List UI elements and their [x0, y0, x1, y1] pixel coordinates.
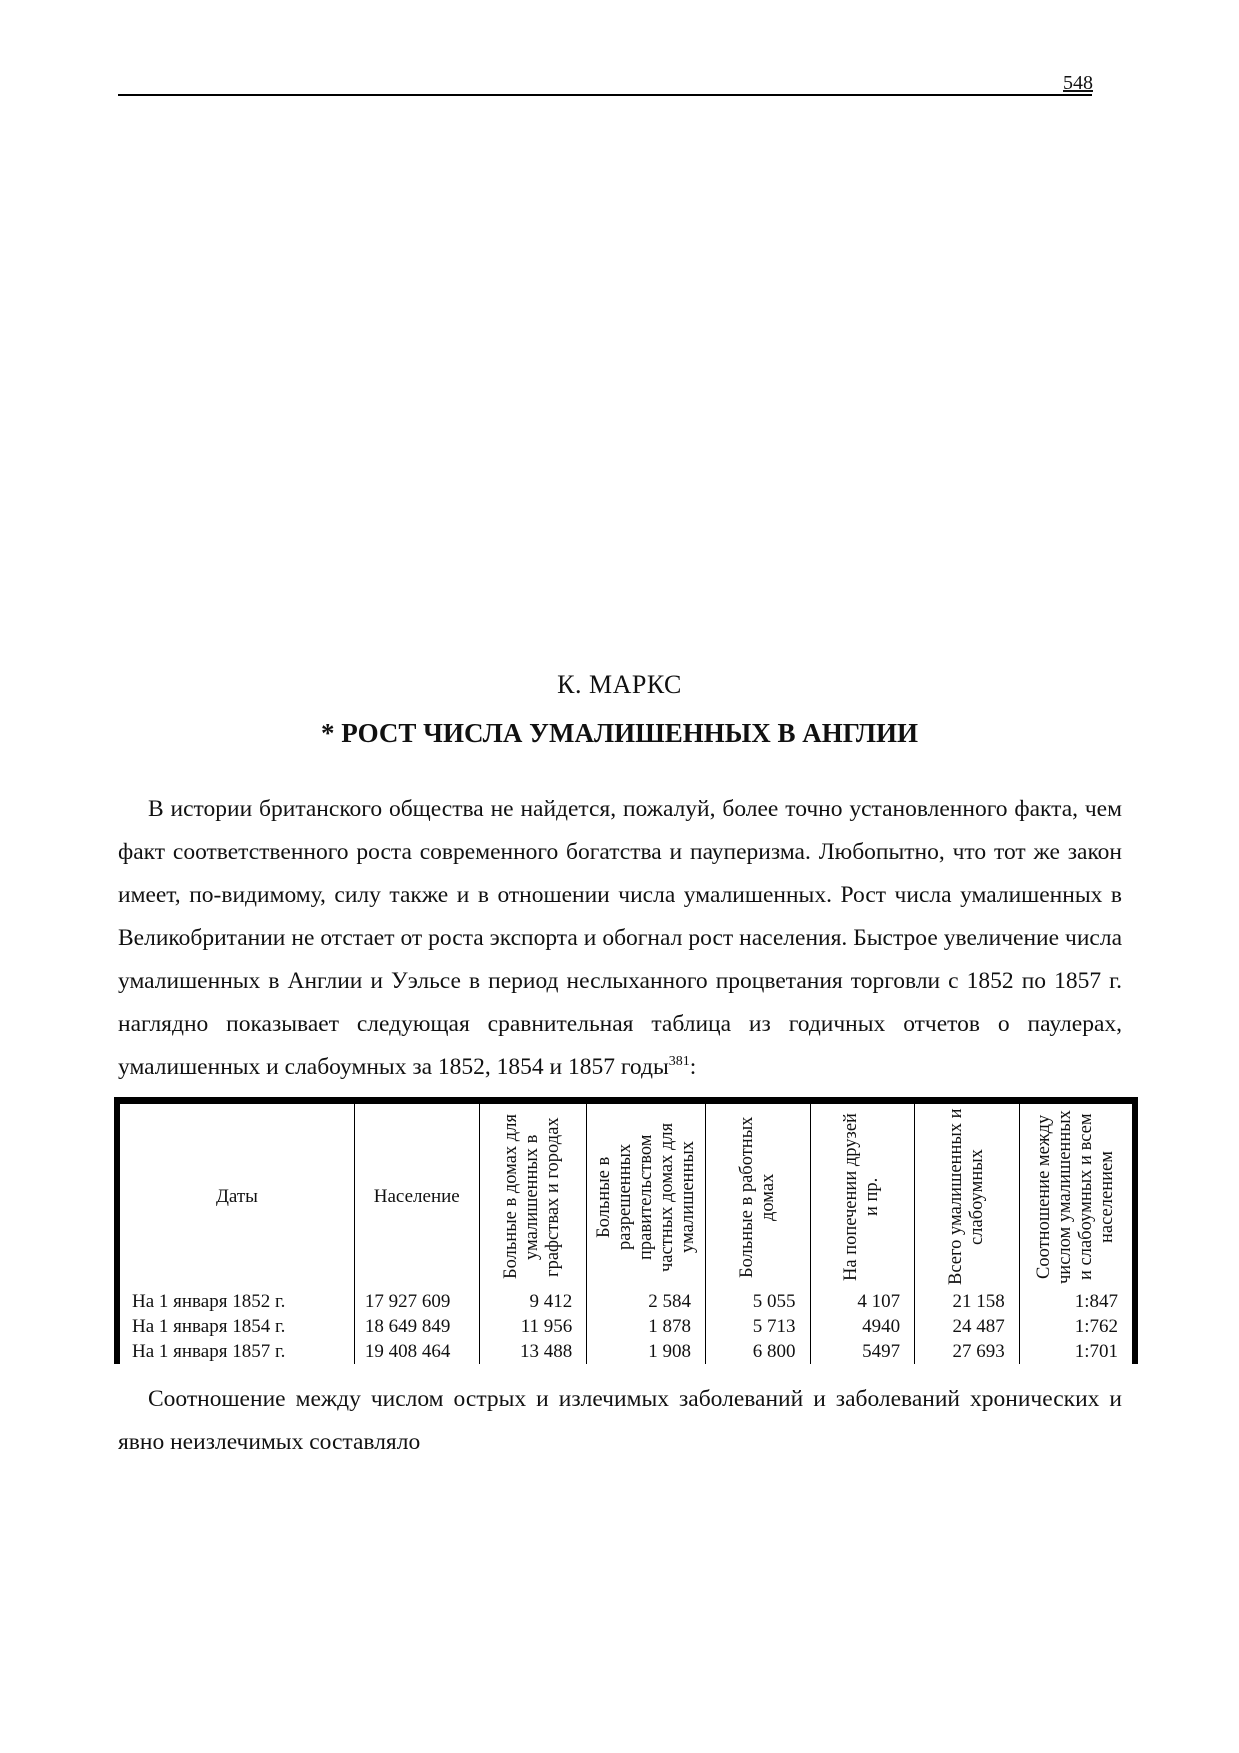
cell-friends-care: 4 107 [810, 1289, 915, 1314]
col-header-dates: Даты [117, 1101, 354, 1290]
cell-workhouses: 5 713 [705, 1314, 810, 1339]
article-title: * РОСТ ЧИСЛА УМАЛИШЕННЫХ В АНГЛИИ [320, 718, 918, 748]
cell-date: На 1 января 1852 г. [117, 1289, 354, 1314]
cell-date: На 1 января 1857 г. [117, 1339, 354, 1364]
cell-ratio: 1:762 [1074, 1316, 1118, 1337]
col-header-private-asylums: Больные в разрешенных правительством частных домах для умалишенных [587, 1101, 706, 1290]
cell-ratio: 1:847 [1074, 1291, 1118, 1312]
followup-paragraph [118, 1378, 1122, 1464]
table-row [117, 1314, 1135, 1339]
intro-paragraph [118, 788, 1122, 1089]
header-rule [118, 94, 1092, 96]
col-header-total: Всего умалишенных и слабоумных [915, 1101, 1020, 1290]
col-header-county-asylums: Больные в домах для умалишенных в графствах и городах [479, 1101, 587, 1290]
cell-total: 24 487 [915, 1314, 1020, 1339]
table-header-row [117, 1101, 1135, 1290]
cell-ratio: 1:701 [1074, 1341, 1118, 1362]
col-header-ratio: Соотношение между числом умалишенных и слабоумных и всем населением [1033, 1109, 1117, 1284]
cell-total: 21 158 [915, 1289, 1020, 1314]
cell-county-asylums: 13 488 [479, 1339, 587, 1364]
intro-paragraph-tail: : [689, 1054, 697, 1080]
col-header-population: Население [354, 1101, 479, 1290]
table-row [117, 1289, 1135, 1314]
cell-private-asylums: 1 908 [587, 1339, 706, 1364]
statistics-table [114, 1097, 1138, 1361]
cell-county-asylums: 11 956 [479, 1314, 587, 1339]
followup-paragraph-text: Соотношение между числом острых и излечимых заболеваний и заболеваний хронических и явно неизлечимых составляло [118, 1386, 1122, 1455]
cell-friends-care: 5497 [810, 1339, 915, 1364]
cell-private-asylums: 1 878 [587, 1314, 706, 1339]
cell-county-asylums: 9 412 [479, 1289, 587, 1314]
cell-population: 17 927 609 [354, 1289, 479, 1314]
cell-friends-care: 4940 [810, 1314, 915, 1339]
cell-population: 19 408 464 [354, 1339, 479, 1364]
author-name: К. МАРКС [557, 670, 682, 699]
col-header-friends-care: На попечении друзей и пр. [810, 1101, 915, 1290]
col-header-workhouses: Больные в работных домах [705, 1101, 810, 1290]
cell-date: На 1 января 1854 г. [117, 1314, 354, 1339]
table-row [117, 1339, 1135, 1364]
page-number: 548 [1063, 72, 1093, 94]
cell-private-asylums: 2 584 [587, 1289, 706, 1314]
cell-workhouses: 6 800 [705, 1339, 810, 1364]
cell-population: 18 649 849 [354, 1314, 479, 1339]
footnote-reference[interactable]: 381 [668, 1054, 690, 1070]
cell-workhouses: 5 055 [705, 1289, 810, 1314]
cell-total: 27 693 [915, 1339, 1020, 1364]
intro-paragraph-text: В истории британского общества не найдется, пожалуй, более точно установленного факта, чем факт соответственного роста современного богатства и пауперизма. Любопытно, что тот же закон имеет, по-видимому, силу также и в отношении числа умалишенных. Рост числа умалишенных в Великобритании не отстает от роста экспорта и обогнал рост населения. Быстрое увеличение числа умалишенных в Англии и Уэльсе в период неслыханного процветания торговли с 1852 по 1857 г. наглядно показывает следующая сравнительная таблица из годичных отчетов о паулерах, умалишенных и слабоумных за 1852, 1854 и 1857 годы [118, 796, 1122, 1080]
